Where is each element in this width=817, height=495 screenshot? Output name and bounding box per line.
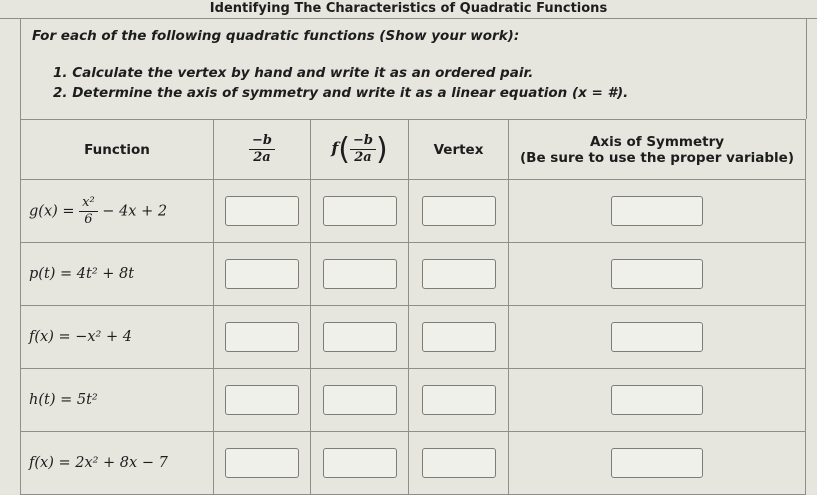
f-value-answer-box[interactable] (323, 322, 397, 352)
vertex-answer-box[interactable] (422, 259, 496, 289)
neg-b-over-2a-answer-box[interactable] (225, 322, 299, 352)
fraction-numerator: x² (79, 195, 98, 212)
axis-answer-box[interactable] (611, 196, 703, 226)
neg-b-over-2a-answer-box[interactable] (225, 448, 299, 478)
axis-answer-box[interactable] (611, 259, 703, 289)
table-row (21, 180, 806, 243)
instructions-box (20, 19, 807, 119)
table-row (21, 432, 806, 495)
table-header-row (21, 120, 806, 180)
table-row (21, 369, 806, 432)
header-function: Function (21, 120, 214, 180)
vertex-answer-box[interactable] (422, 385, 496, 415)
left-paren: ( (338, 132, 350, 167)
f-arg-fraction (350, 133, 376, 166)
function-fraction (79, 195, 98, 228)
function-cell: h(t) = 5t² (21, 369, 214, 432)
fraction-denominator: 2a (253, 150, 271, 165)
function-cell (21, 180, 214, 243)
page-title: Identifying The Characteristics of Quadratic Functions (0, 0, 817, 19)
header-f-of-neg-b-over-2a (311, 120, 409, 180)
f-value-answer-box[interactable] (323, 259, 397, 289)
f-symbol: f (331, 138, 339, 158)
vertex-answer-box[interactable] (422, 322, 496, 352)
functions-table (20, 119, 806, 495)
header-axis-of-symmetry (509, 120, 806, 180)
vertex-answer-box[interactable] (422, 196, 496, 226)
vertex-answer-box[interactable] (422, 448, 496, 478)
table-row (21, 306, 806, 369)
header-neg-b-over-2a (214, 120, 311, 180)
table-row (21, 243, 806, 306)
f-value-answer-box[interactable] (323, 385, 397, 415)
right-paren: ) (375, 132, 388, 167)
axis-answer-box[interactable] (611, 448, 703, 478)
axis-header-line1: Axis of Symmetry (589, 133, 725, 150)
instruction-step-2: 2. Determine the axis of symmetry and write it as a linear equation (x = #). (53, 85, 629, 101)
axis-answer-box[interactable] (611, 322, 703, 352)
fraction-denominator: 6 (84, 211, 93, 227)
neg-b-over-2a-answer-box[interactable] (225, 259, 299, 289)
neg-b-over-2a-answer-box[interactable] (225, 385, 299, 415)
header-vertex: Vertex (409, 120, 509, 180)
axis-header-line2: (Be sure to use the proper variable) (519, 149, 795, 166)
fraction-numerator: −b (249, 133, 275, 150)
instructions-intro: For each of the following quadratic functions (Show your work): (32, 28, 520, 44)
axis-answer-box[interactable] (611, 385, 703, 415)
instruction-step-1: 1. Calculate the vertex by hand and write it as an ordered pair. (53, 65, 534, 81)
neg-b-over-2a-answer-box[interactable] (225, 196, 299, 226)
function-cell: f(x) = −x² + 4 (21, 306, 214, 369)
neg-b-over-2a-fraction (249, 133, 275, 166)
function-cell: f(x) = 2x² + 8x − 7 (21, 432, 214, 495)
function-rhs: − 4x + 2 (97, 203, 168, 219)
fraction-numerator: −b (350, 133, 376, 150)
f-value-answer-box[interactable] (323, 196, 397, 226)
function-lhs: g(x) = (29, 203, 80, 219)
f-value-answer-box[interactable] (323, 448, 397, 478)
function-cell: p(t) = 4t² + 8t (21, 243, 214, 306)
fraction-denominator: 2a (354, 150, 372, 165)
